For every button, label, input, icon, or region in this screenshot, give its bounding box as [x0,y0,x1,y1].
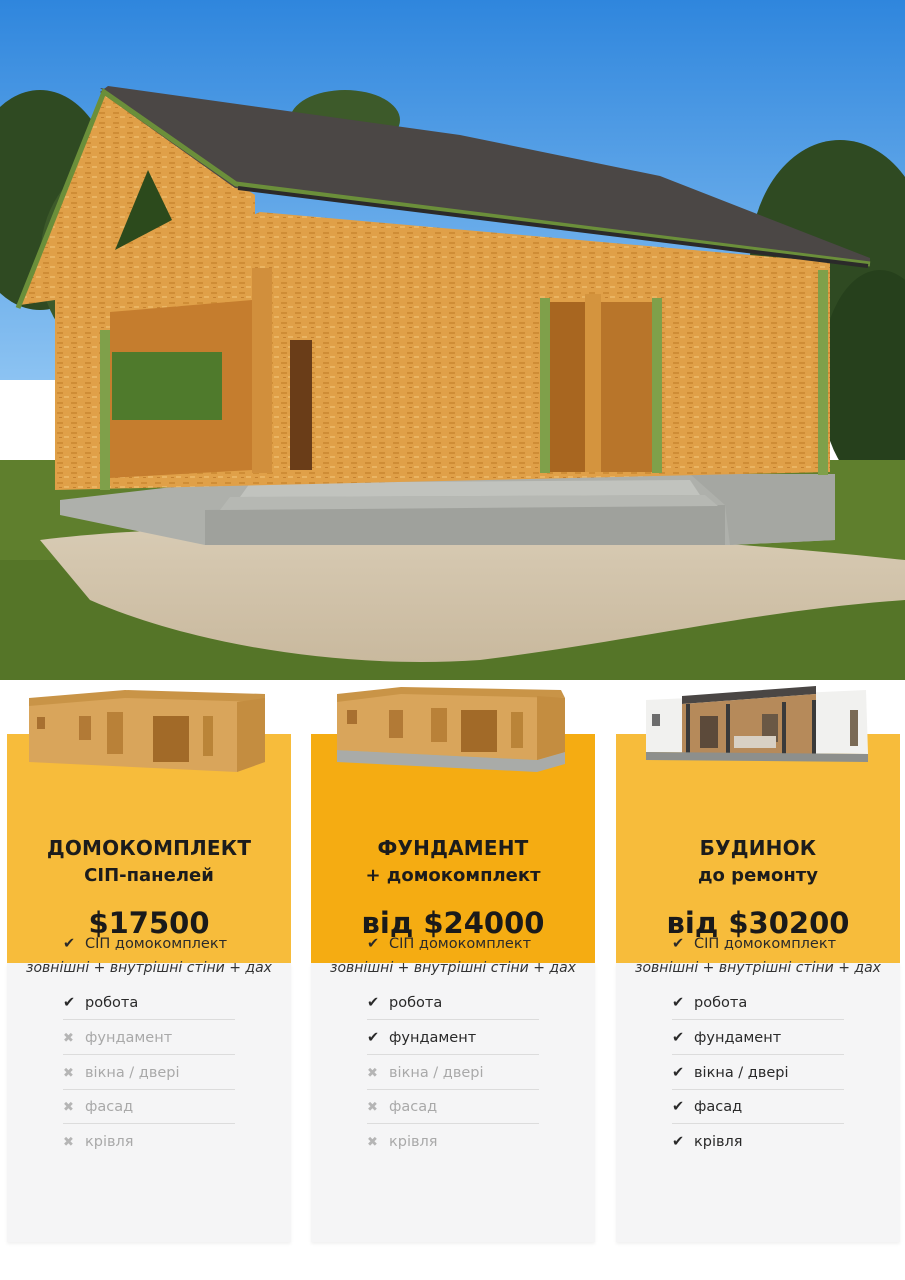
check-icon: ✔ [672,1134,685,1150]
feature-item: ✖ вікна / двері [367,1056,539,1090]
cross-icon: ✖ [63,1100,74,1115]
cross-icon: ✖ [367,1135,378,1150]
feature-item: ✔ крівля [672,1125,844,1159]
plan-title: ФУНДАМЕНТ [377,836,529,860]
plan-title: ДОМОКОМПЛЕКТ [46,836,252,860]
plan-subtitle: до ремонту [698,865,818,886]
feature-item: ✖ фасад [367,1090,539,1124]
cross-icon: ✖ [63,1135,74,1150]
check-icon: ✔ [367,936,380,952]
feature-description: зовнішні + внутрішні стіни + дах [26,960,272,976]
plan-card-house [616,682,900,1242]
feature-item: ✔ СІП домокомплект [367,927,539,961]
feature-item: ✖ крівля [367,1125,539,1159]
check-icon: ✔ [63,936,76,952]
feature-description: зовнішні + внутрішні стіни + дах [330,960,576,976]
check-icon: ✔ [672,995,685,1011]
feature-item: ✔ СІП домокомплект [63,927,235,961]
feature-description: зовнішні + внутрішні стіни + дах [635,960,881,976]
feature-item: ✔ фасад [672,1090,844,1124]
check-icon: ✔ [672,1065,685,1081]
cross-icon: ✖ [63,1066,74,1081]
check-icon: ✔ [63,995,76,1011]
check-icon: ✔ [672,936,685,952]
feature-item: ✔ робота [367,986,539,1020]
feature-item: ✖ фундамент [63,1021,235,1055]
plan-price: від $30200 [666,906,850,940]
feature-item: ✔ вікна / двері [672,1056,844,1090]
plan-card-foundation-kit [311,682,595,1242]
check-icon: ✔ [672,1099,685,1115]
plan-card-kit [7,682,291,1242]
feature-item: ✔ робота [672,986,844,1020]
cross-icon: ✖ [367,1100,378,1115]
cross-icon: ✖ [367,1066,378,1081]
feature-item: ✔ робота [63,986,235,1020]
check-icon: ✔ [367,995,380,1011]
foundation-kit-render-image [311,682,595,782]
kit-render-image [7,682,291,782]
feature-item: ✖ фасад [63,1090,235,1124]
plan-subtitle: + домокомплект [365,865,541,886]
plan-price: від $24000 [361,906,545,940]
plan-subtitle: СІП-панелей [84,865,214,886]
feature-item: ✖ вікна / двері [63,1056,235,1090]
plan-title: БУДИНОК [699,836,817,860]
feature-item: ✔ СІП домокомплект [672,927,844,961]
cross-icon: ✖ [63,1031,74,1046]
plan-price: $17500 [88,906,210,940]
feature-item: ✔ фундамент [367,1021,539,1055]
check-icon: ✔ [367,1030,380,1046]
house-render-image [616,682,900,782]
check-icon: ✔ [672,1030,685,1046]
feature-item: ✔ фундамент [672,1021,844,1055]
feature-item: ✖ крівля [63,1125,235,1159]
